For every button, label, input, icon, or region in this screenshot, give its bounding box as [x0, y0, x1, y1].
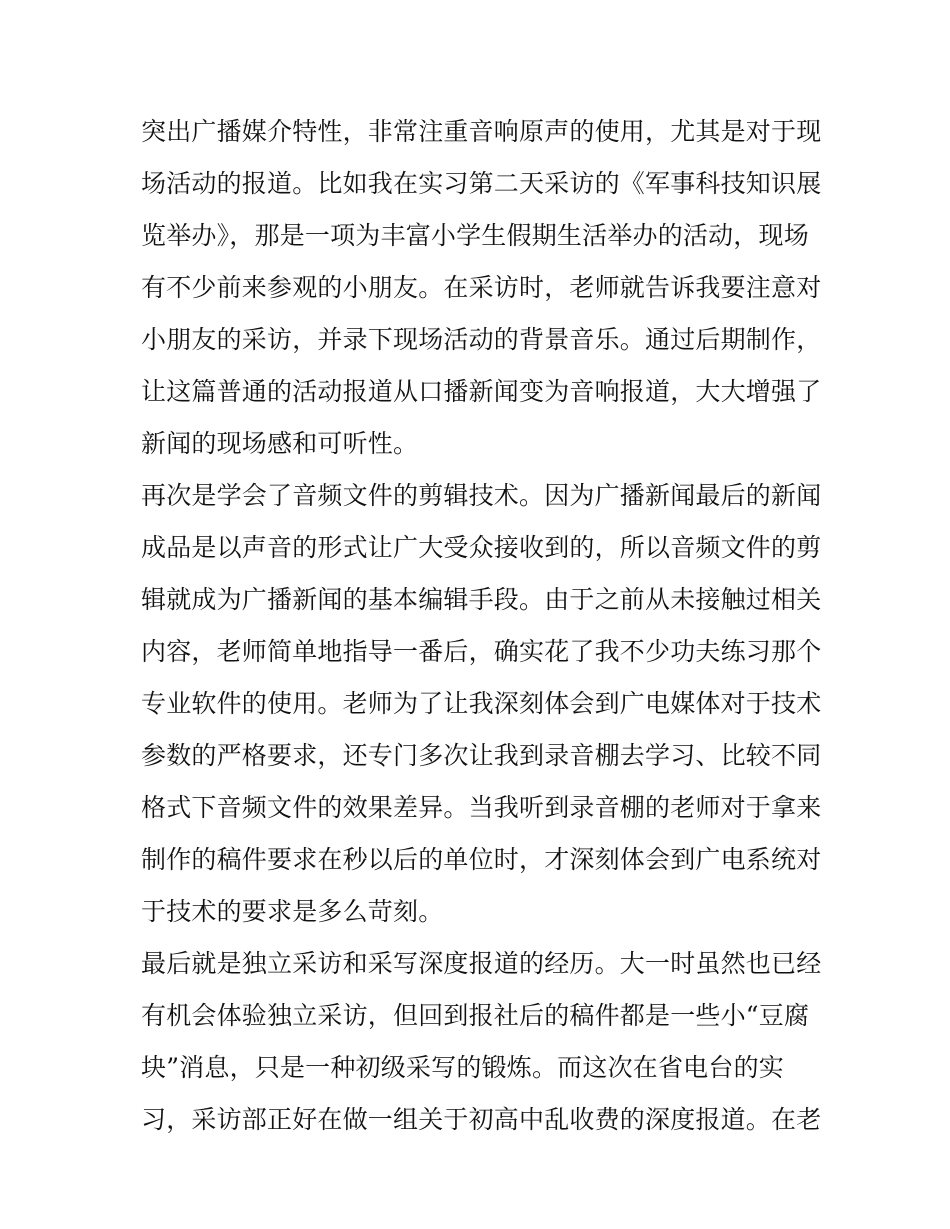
- text-line: 小朋友的采访，并录下现场活动的背景音乐。通过后期制作，: [141, 325, 822, 354]
- text-line: 最后就是独立采访和采写深度报道的经历。大一时虽然也已经: [141, 949, 822, 978]
- text-line: 格式下音频文件的效果差异。当我听到录音棚的老师对于拿来: [141, 793, 822, 822]
- text-line: 参数的严格要求，还专门多次让我到录音棚去学习、比较不同: [141, 741, 822, 770]
- text-line: 让这篇普通的活动报道从口播新闻变为音响报道，大大增强了: [141, 377, 822, 406]
- text-line: 场活动的报道。比如我在实习第二天采访的《军事科技知识展: [141, 169, 822, 198]
- text-line: 专业软件的使用。老师为了让我深刻体会到广电媒体对于技术: [141, 689, 822, 718]
- text-line: 成品是以声音的形式让广大受众接收到的，所以音频文件的剪: [141, 533, 822, 562]
- text-line: 有机会体验独立采访，但回到报社后的稿件都是一些小“豆腐: [141, 1001, 810, 1030]
- text-line: 览举办》，那是一项为丰富小学生假期生活举办的活动，现场: [141, 221, 809, 250]
- text-line: 突出广播媒介特性，非常注重音响原声的使用，尤其是对于现: [141, 117, 822, 146]
- text-line: 再次是学会了音频文件的剪辑技术。因为广播新闻最后的新闻: [141, 481, 822, 510]
- text-line: 制作的稿件要求在秒以后的单位时，才深刻体会到广电系统对: [141, 845, 822, 874]
- text-line: 习，采访部正好在做一组关于初高中乱收费的深度报道。在老: [141, 1105, 822, 1134]
- body-text: [141, 106, 821, 1146]
- text-line: 新闻的现场感和可听性。: [141, 429, 419, 458]
- text-line: 辑就成为广播新闻的基本编辑手段。由于之前从未接触过相关: [141, 585, 822, 614]
- text-line: 有不少前来参观的小朋友。在采访时，老师就告诉我要注意对: [141, 273, 822, 302]
- text-line: 内容，老师简单地指导一番后，确实花了我不少功夫练习那个: [141, 637, 822, 666]
- text-line: 于技术的要求是多么苛刻。: [141, 897, 444, 926]
- text-line: 块”消息，只是一种初级采写的锻炼。而这次在省电台的实: [141, 1053, 784, 1082]
